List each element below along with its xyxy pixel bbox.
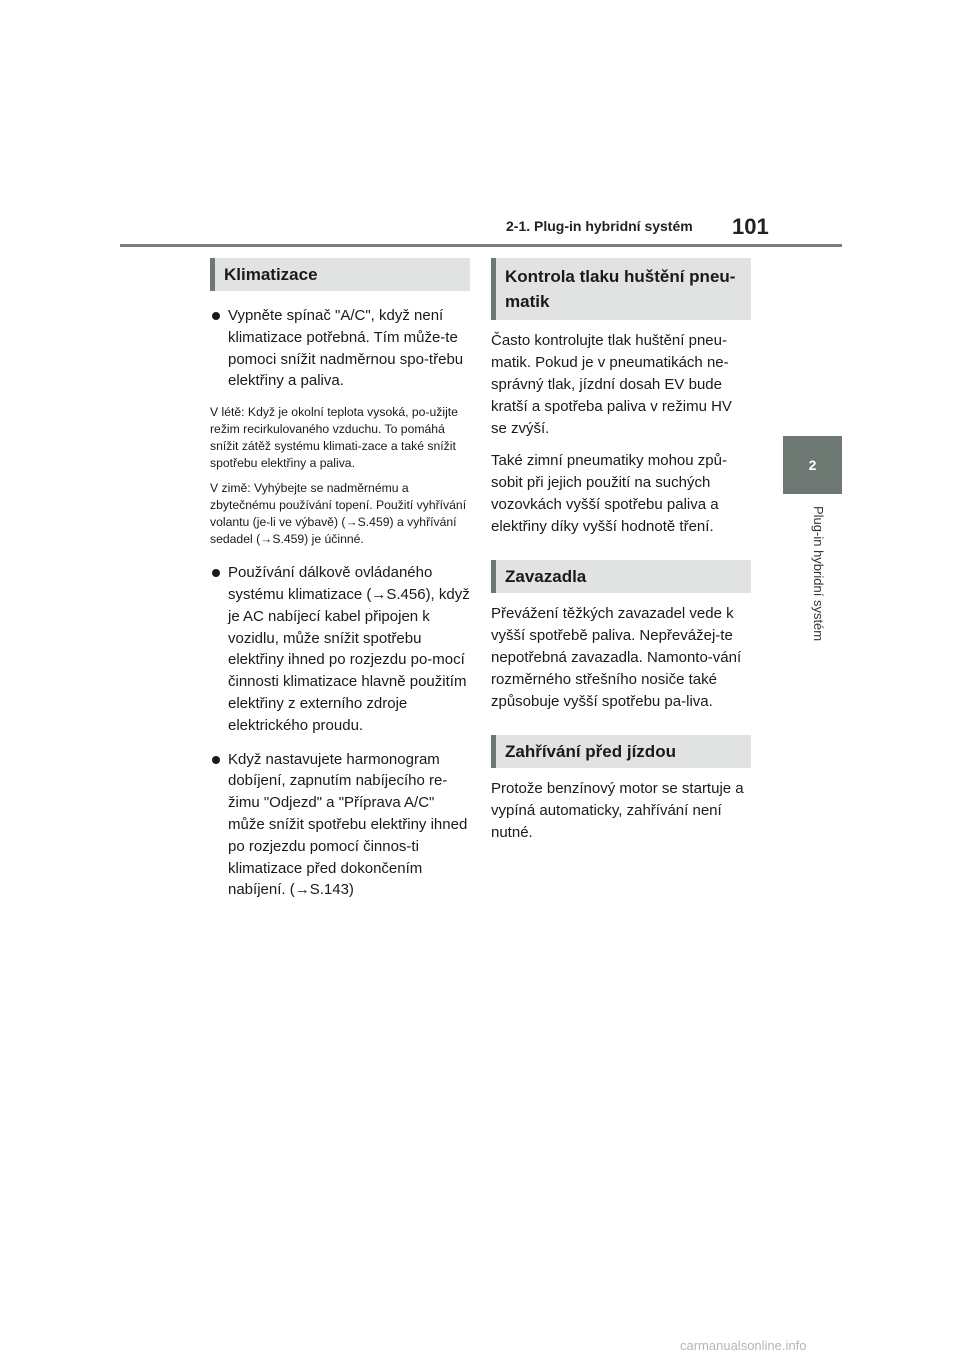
note-text: V létě: Když je okolní teplota vysoká, po-užijte režim recirkulovaného vzduchu. To pomáhá snížit zátěž systému klimati-zace a také snížit spotřebu elektřiny a paliva. <box>210 405 458 471</box>
bullet-dot-icon <box>212 569 220 577</box>
paragraph: Převážení těžkých zavazadel vede k vyšší spotřebě paliva. Nepřevážej-te nepotřebná zavazadla. Namonto-vání rozměrného střešního nosiče také způsobuje vyšší spotřebu pa-liva. <box>491 605 742 710</box>
note-text: V zimě: Vyhýbejte se nadměrnému a zbytečnému používání topení. Použití vyhřívání volantu (je-li ve výbavě) (→S.459) a vyhřívání sedadel (→S.459) je účinné. <box>210 481 467 547</box>
header-divider <box>120 244 842 247</box>
section-heading-pneumatiky: Kontrola tlaku huštění pneu-matik <box>491 258 751 320</box>
paragraph: Často kontrolujte tlak huštění pneu-matik. Pokud je v pneumatikách ne-správný tlak, jízdní dosah EV bude kratší a spotřeba paliva v režimu HV se zvýší. <box>491 332 732 437</box>
bullet-item <box>210 305 470 392</box>
bullet-item <box>210 749 470 902</box>
page-number: 101 <box>732 214 769 239</box>
bullet-text: Vypněte spínač "A/C", když není klimatizace potřebná. Tím může-te pomoci snížit nadměrnou spo-třebu elektřiny a paliva. <box>228 307 464 390</box>
left-column <box>210 258 470 913</box>
section-heading-zavazadla: Zavazadla <box>491 560 751 593</box>
chapter-tab: 2 <box>783 436 842 494</box>
paragraph: Protože benzínový motor se startuje a vypíná automaticky, zahřívání není nutné. <box>491 780 744 841</box>
bullet-text: Používání dálkově ovládaného systému klimatizace (→S.456), když je AC nabíjecí kabel připojen k vozidlu, může snížit spotřebu elektřiny ihned po rozjezdu po-mocí činnosti klimatizace hlavně použitím elektřiny z externího zdroje elektrického proudu. <box>228 564 470 734</box>
section-title: 2-1. Plug-in hybridní systém <box>506 218 693 234</box>
bullet-item <box>210 562 470 736</box>
section-heading-zahrivani: Zahřívání před jízdou <box>491 735 751 768</box>
paragraph: Také zimní pneumatiky mohou způ-sobit při jejich použití na suchých vozovkách vyšší spotřebu paliva a elektřiny díky vyšší hodnotě tření. <box>491 452 727 535</box>
bullet-dot-icon <box>212 756 220 764</box>
watermark: carmanualsonline.info <box>680 1338 807 1353</box>
right-column <box>491 258 751 854</box>
chapter-tab-label: Plug-in hybridní systém <box>811 506 826 642</box>
bullet-text: Když nastavujete harmonogram dobíjení, zapnutím nabíjecího re-žimu "Odjezd" a "Příprava A/C" může snížit spotřebu elektřiny ihned po rozjezdu pomocí činnos-ti klimatizace před dokončením nabíjení. (→S.143) <box>228 750 468 899</box>
bullet-dot-icon <box>212 312 220 320</box>
section-heading-klimatizace: Klimatizace <box>210 258 470 291</box>
